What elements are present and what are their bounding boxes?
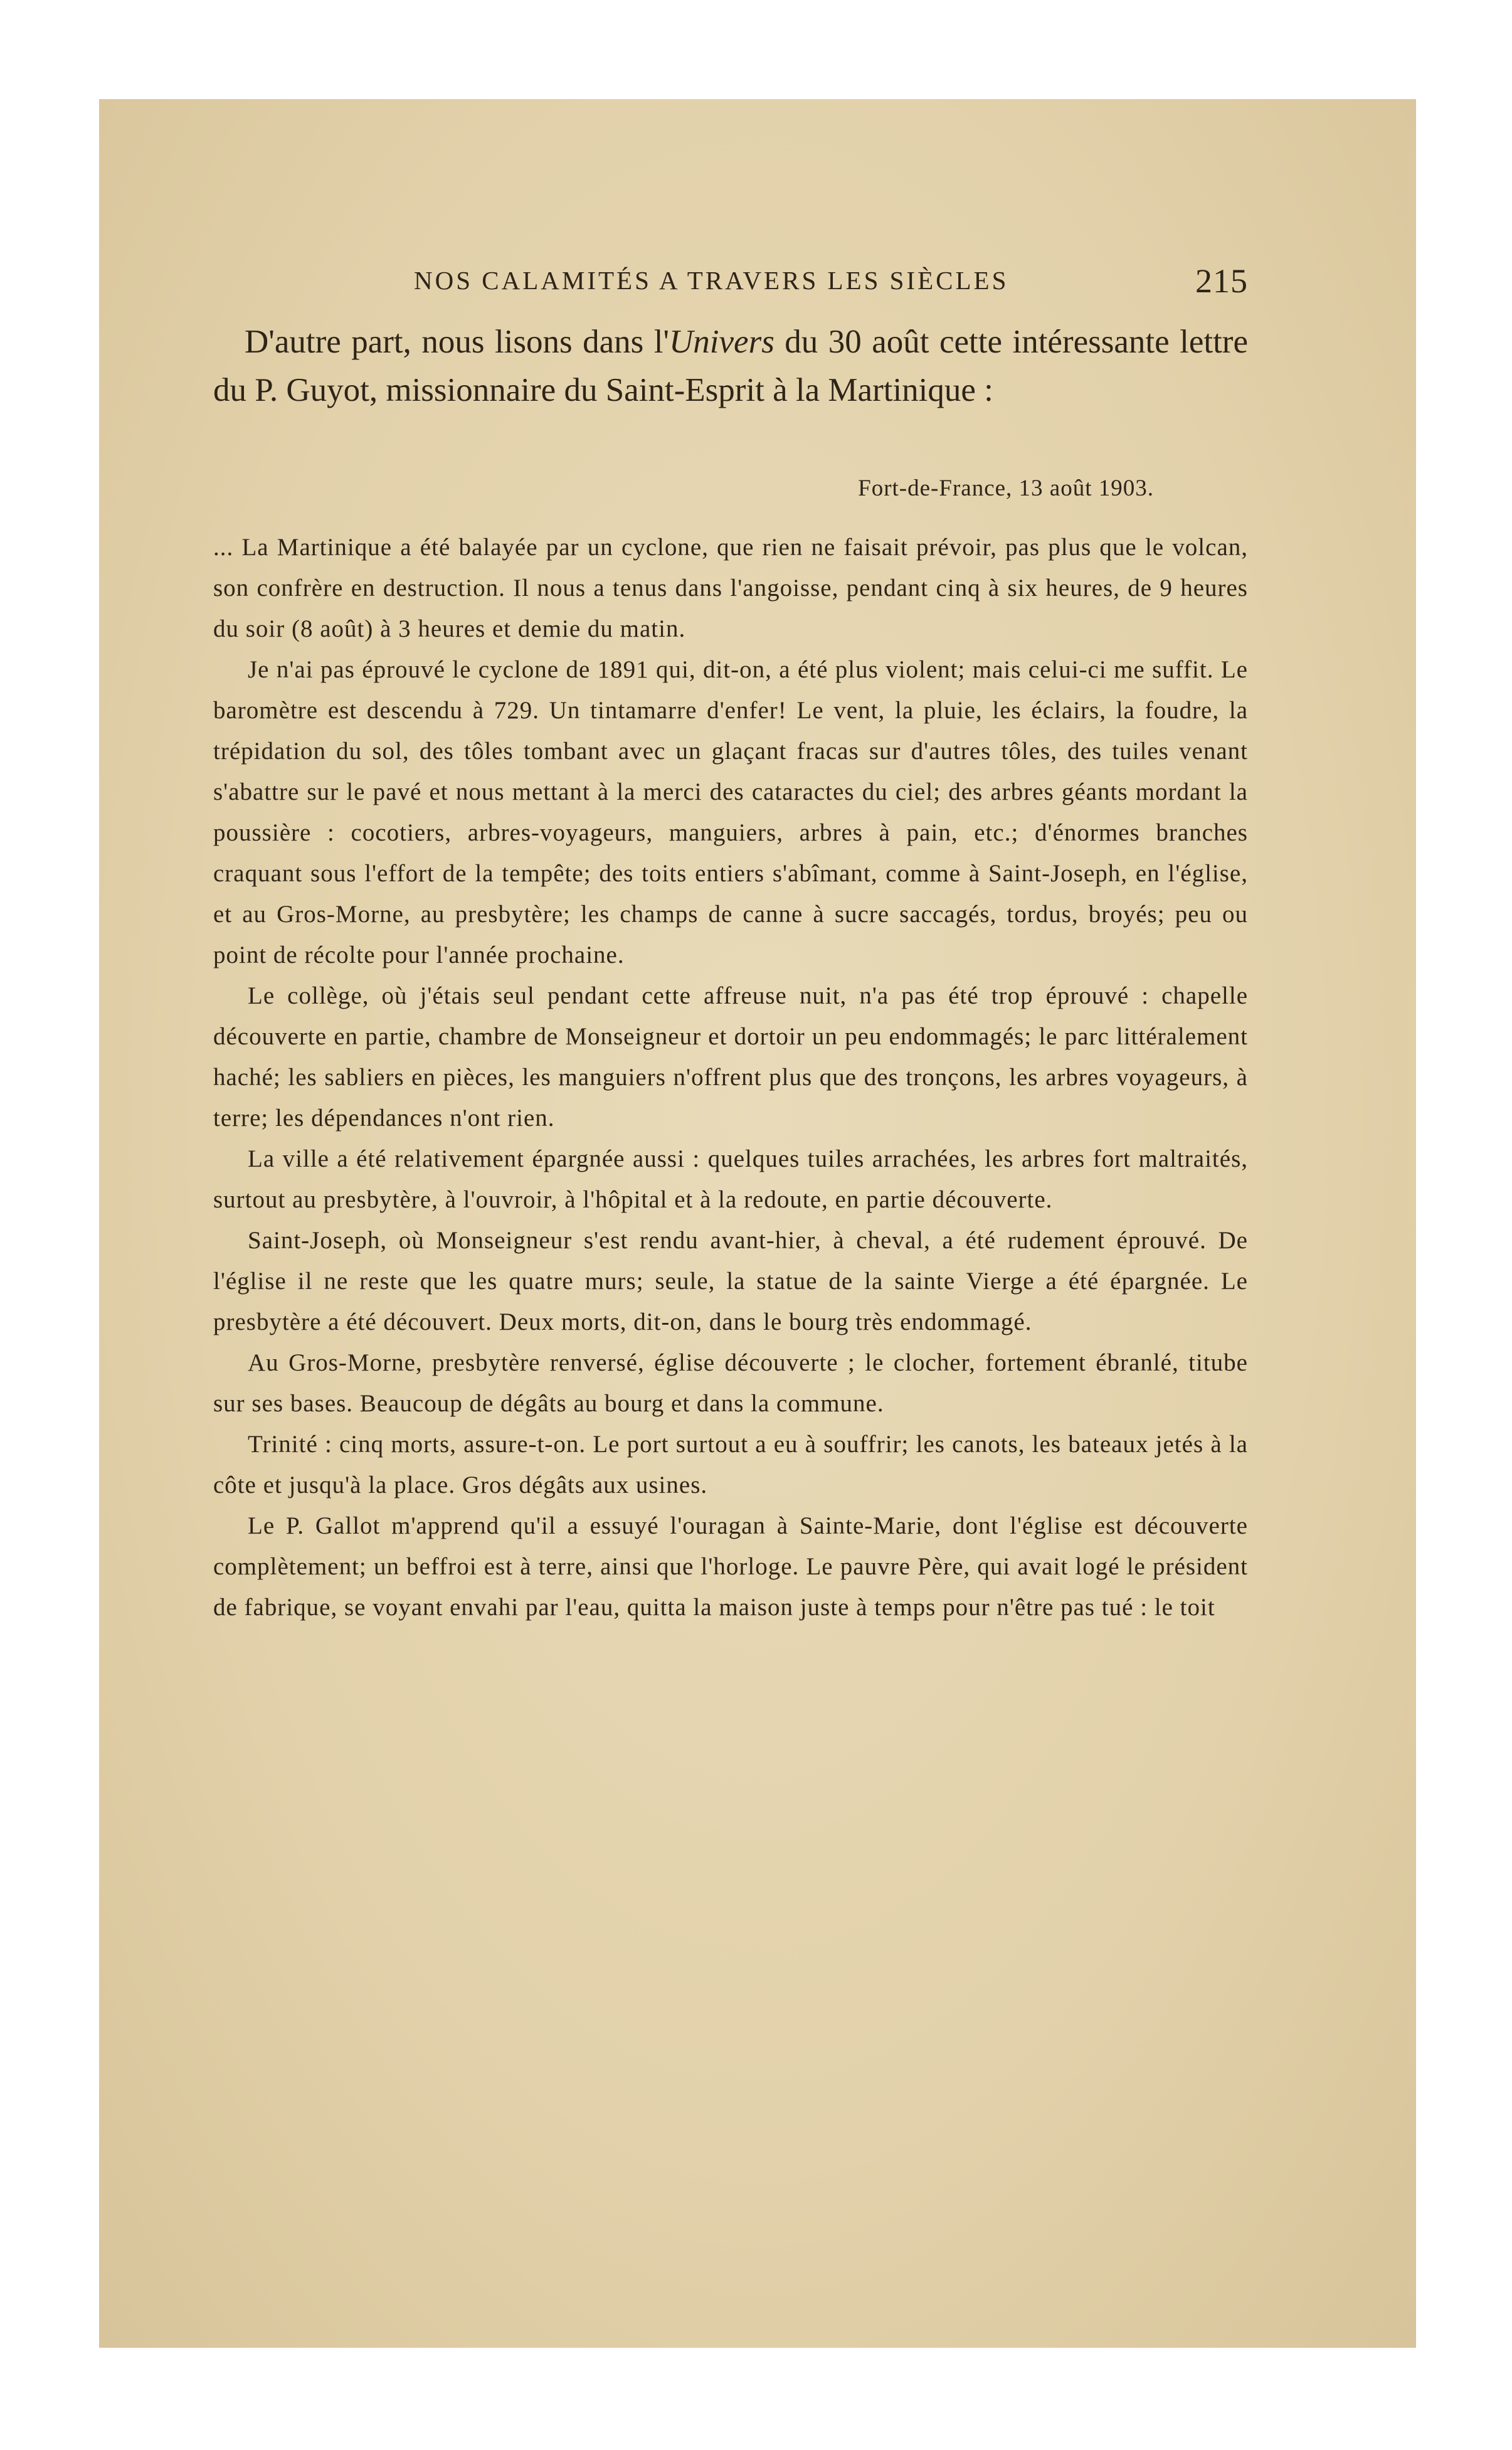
letter-paragraph: Au Gros-Morne, presbytère renversé, église découverte ; le clocher, fortement ébranlé, titube sur ses bases. Beaucoup de dégâts au bourg et dans la commune. [213,1349,1248,1417]
letter-paragraph: ... La Martinique a été balayée par un cyclone, que rien ne faisait prévoir, pas plus que le volcan, son confrère en destruction. Il nous a tenus dans l'angoisse, pendant cinq à six heures, de 9 heures du soir (8 août) à 3 heures et demie du matin. [213,534,1248,642]
letter-paragraph: Saint-Joseph, où Monseigneur s'est rendu avant-hier, à cheval, a été rudement éprouvé. De l'église il ne reste que les quatre murs; seule, la statue de la sainte Vierge a été épargnée. Le presbytère a été découvert. Deux morts, dit-on, dans le bourg très endommagé. [213,1227,1248,1335]
letter-paragraph: Le P. Gallot m'apprend qu'il a essuyé l'ouragan à Sainte-Marie, dont l'église est découverte complètement; un beffroi est à terre, ainsi que l'horloge. Le pauvre Père, qui avait logé le président de fabrique, se voyant envahi par l'eau, quitta la maison juste à temps pour n'être pas tué : le toit [213,1512,1248,1621]
letter-paragraph: Trinité : cinq morts, assure-t-on. Le port surtout a eu à souffrir; les canots, les bateaux jetés à la côte et jusqu'à la place. Gros dégâts aux usines. [213,1431,1248,1498]
intro-text-start: D'autre part, nous lisons dans l' [245,324,670,360]
letter-body [213,527,1248,1628]
letter-paragraph: La ville a été relativement épargnée aussi : quelques tuiles arrachées, les arbres fort maltraités, surtout au presbytère, à l'ouvroir, à l'hôpital et à la redoute, en partie découverte. [213,1145,1248,1213]
running-head-title: NOS CALAMITÉS A TRAVERS LES SIÈCLES [414,266,1009,295]
journal-title: Univers [669,324,775,360]
scanned-page [99,99,1416,2348]
page-number: 215 [1195,262,1248,300]
letter-paragraph: Je n'ai pas éprouvé le cyclone de 1891 qui, dit-on, a été plus violent; mais celui-ci me suffit. Le baromètre est descendu à 729. Un tintamarre d'enfer! Le vent, la pluie, les éclairs, la foudre, la trépidation du sol, des tôles tombant avec un glaçant fracas sur d'autres tôles, des tuiles venant s'abattre sur le pavé et nous mettant à la merci des cataractes du ciel; des arbres géants mordant la poussière : cocotiers, arbres-voyageurs, manguiers, arbres à pain, etc.; d'énormes branches craquant sous l'effort de la tempête; des toits entiers s'abîmant, comme à Saint-Joseph, en l'église, et au Gros-Morne, au presbytère; les champs de canne à sucre saccagés, tordus, broyés; peu ou point de récolte pour l'année prochaine. [213,656,1248,968]
intro-paragraph [213,318,1248,415]
letter-paragraph: Le collège, où j'étais seul pendant cette affreuse nuit, n'a pas été trop éprouvé : chapelle découverte en partie, chambre de Monseigneur et dortoir un peu endommagés; le parc littéralement haché; les sabliers en pièces, les manguiers n'offrent plus que des tronçons, les arbres voyageurs, à terre; les dépendances n'ont rien. [213,982,1248,1132]
page-content [213,262,1248,1628]
letter-dateline: Fort-de-France, 13 août 1903. [858,475,1154,501]
running-head [213,262,1248,303]
intro-text-end: du 30 août cette intéressante lettre du P. Guyot, missionnaire du Saint-Esprit à la Martinique : [213,324,1248,408]
